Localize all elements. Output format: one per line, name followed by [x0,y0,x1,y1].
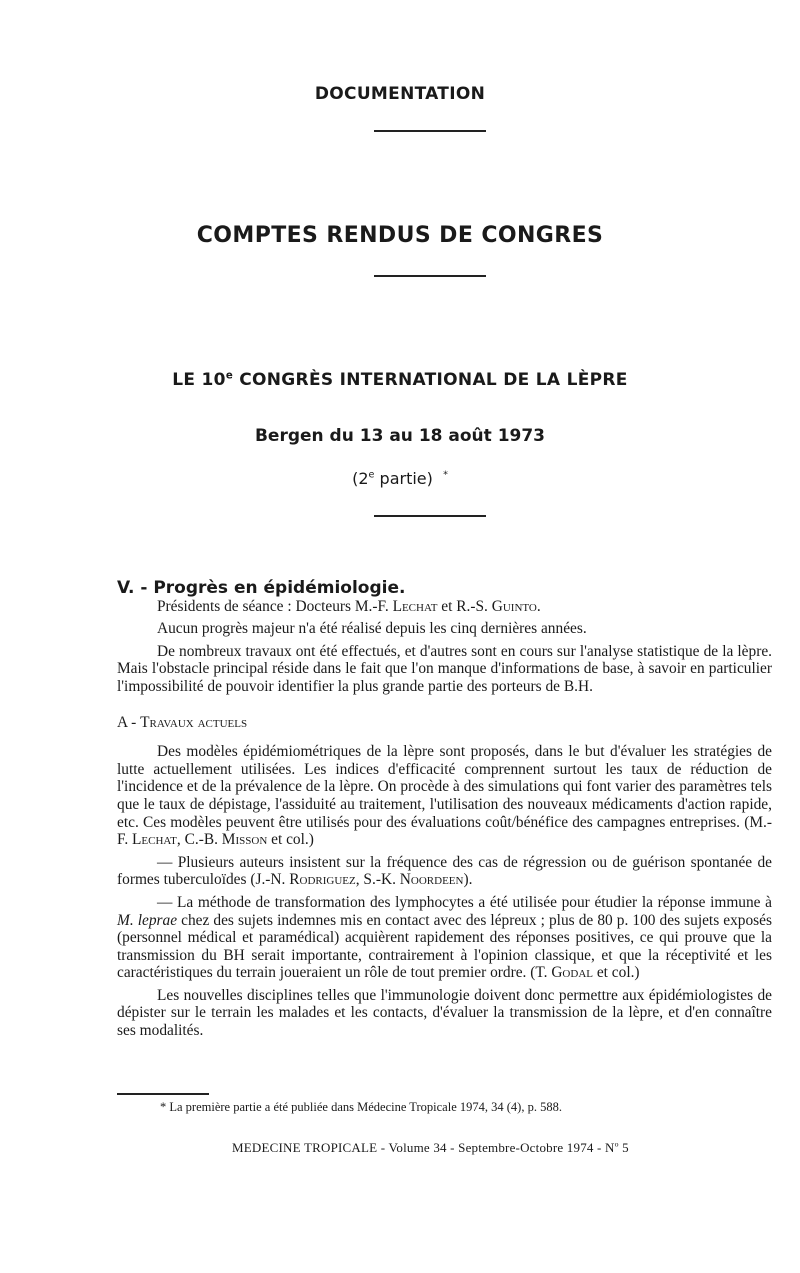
congress-title [0,370,800,390]
part-open: (2 [352,469,369,488]
footnote-marker: * [443,469,448,481]
paragraph [117,894,772,982]
footnote-divider [117,1093,209,1095]
part-close: partie) [374,469,433,488]
paragraph-text: — Plusieurs auteurs insistent sur la fréquence des cas de régression ou de guérison spontanée de formes tuberculoïdes (J.-N. [117,853,772,889]
subsection-prefix: A - [117,713,141,731]
paragraph-text: — La méthode de transformation des lymphocytes a été utilisée pour étudier la réponse immune à [157,893,772,911]
divider-rule [374,275,486,277]
author-name: Lechat [392,597,438,615]
presidents-text: Présidents de séance : Docteurs M.-F. [157,597,393,615]
paragraph [117,743,772,849]
presidents-text: . [536,597,541,615]
presidents-paragraph [117,598,772,616]
congress-dates: Bergen du 13 au 18 août 1973 [254,426,546,446]
paragraph-text: , S.-K. [355,871,400,889]
author-name: Lechat [132,831,177,849]
species-name: M. leprae [117,911,178,929]
paragraph: De nombreux travaux ont été effectués, et d'autres sont en cours sur l'analyse statistique de la lèpre. Mais l'obstacle principal réside dans le fait que l'on manque d'informations de base, à savoir en particulier l'impossibilité de pouvoir identifier la plus grande partie des porteurs de B.H. [117,642,772,695]
subsection-label: Travaux actuels [140,713,248,731]
author-name: Godal [551,964,593,982]
footer-text: MEDECINE TROPICALE - Volume 34 - Septembre-Octobre 1974 - N [232,1140,615,1155]
footnote: * La première partie a été publiée dans Médecine Tropicale 1974, 34 (4), p. 588. [160,1100,562,1114]
congress-title-prefix: LE 10 [172,370,226,390]
page-title: COMPTES RENDUS DE CONGRES [196,223,604,248]
paragraph-text: , C.-B. [176,831,222,849]
author-name: Rodriguez [289,871,356,889]
paragraph [117,854,772,889]
part-superscript: e [368,469,375,481]
part-note [0,469,800,488]
footer-issue: 5 [618,1140,629,1155]
congress-title-suffix: CONGRÈS INTERNATIONAL DE LA LÈPRE [233,370,628,390]
section-heading-text: Progrès en épidémiologie. [153,578,406,598]
paragraph-text: Des modèles épidémiométriques de la lèpre sont proposés, dans le but d'évaluer les stratégies de lutte actuellement utilisées. Les indices d'efficacité comprennent surtout les taux de réduction de l'incidence et de la prévalence de la lèpre. On procède à des simulations qui font varier des paramètres tels que le taux de dépistage, l'assiduité au traitement, l'utilisation des nouveaux médicaments d'action rapide, etc. Ces modèles peuvent être utilisés pour des évaluations coût/bénéfice des campagnes entreprises. (M.-F. [117,743,772,849]
section-heading [117,580,772,598]
section-title: DOCUMENTATION [314,84,486,104]
subsection-heading [117,714,772,732]
paragraph: Les nouvelles disciplines telles que l'immunologie doivent donc permettre aux épidémiologistes de dépister sur le terrain les malades et les contacts, d'évaluer la transmission de la lèpre, et d'en connaître ses modalités. [117,986,772,1040]
page-footer [232,1140,629,1156]
paragraph: Aucun progrès majeur n'a été réalisé depuis les cinq dernières années. [157,620,587,638]
author-name: Misson [221,831,268,849]
divider-rule [374,130,486,132]
paragraph-text: et col.) [592,964,640,982]
presidents-text: et R.-S. [437,597,492,615]
paragraph-text: chez des sujets indemnes mis en contact avec des lépreux ; plus de 80 p. 100 des sujets exposés (personnel médical et paramédical) acquièrent rapidement des réponses positives, ce qui prouve que la transmission du BH serait importante, contrairement à l'opinion classique, et que la réceptivité et les caractéristiques du terrain joueraient un rôle de tout premier ordre. (T. [117,911,772,982]
section-number: V. - [117,578,154,598]
paragraph-text: ). [463,871,473,889]
article-body [117,580,772,1040]
author-name: Guinto [491,597,537,615]
author-name: Noordeen [399,871,464,889]
footer-superscript: o [614,1139,619,1149]
divider-rule [374,515,486,517]
ordinal-superscript: e [225,370,234,382]
paragraph-text: et col.) [267,831,314,849]
